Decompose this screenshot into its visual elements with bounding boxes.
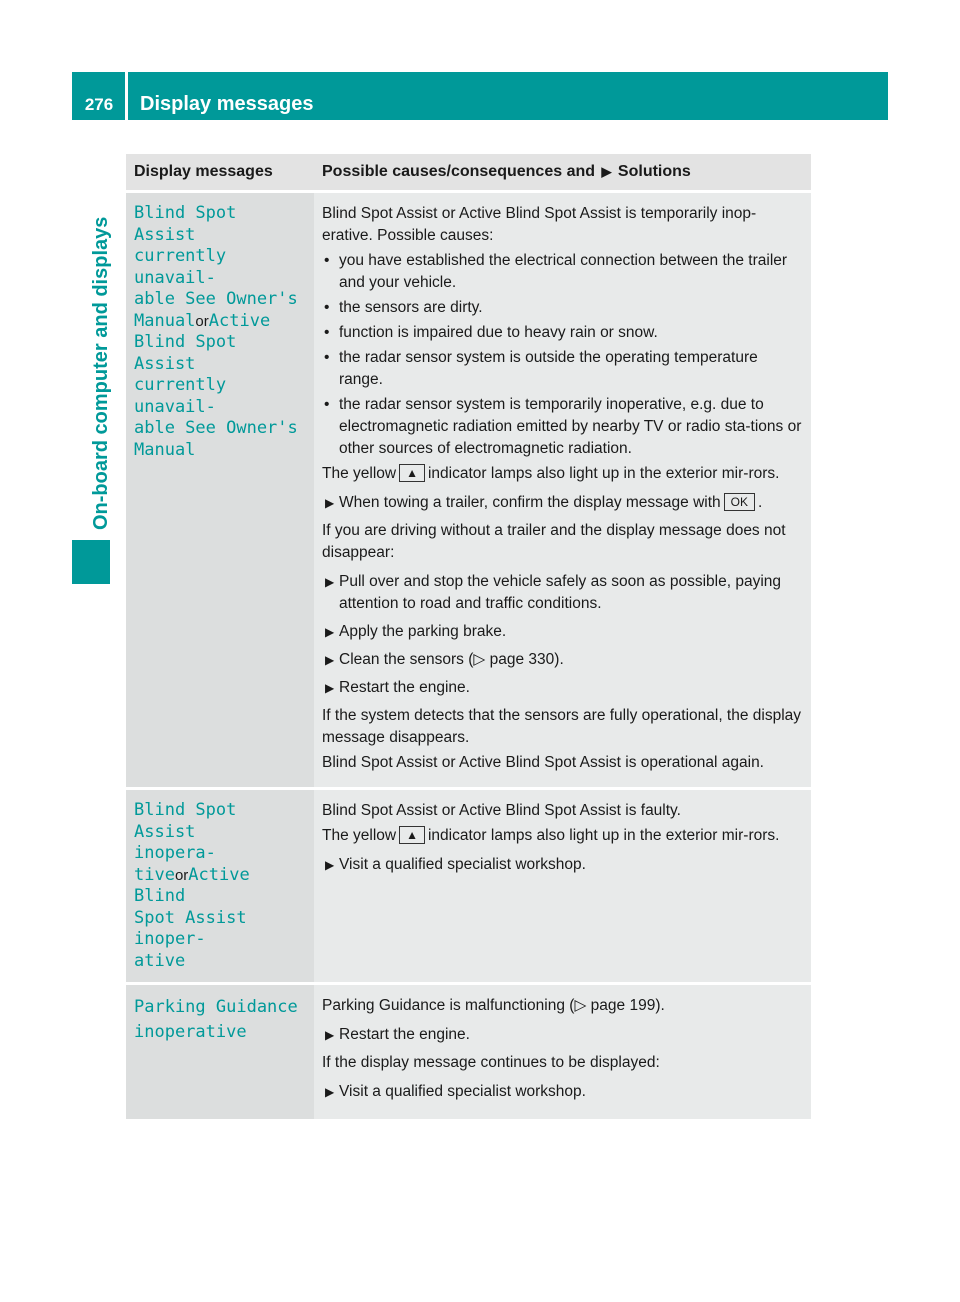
action-arrow-icon: ▶ [325,625,335,639]
display-message-text [134,995,306,1045]
message-line [134,311,306,333]
action-text: Visit a qualified specialist workshop. [339,856,586,873]
message-line [134,865,306,908]
action-text: Visit a qualified specialist workshop. [339,1083,586,1100]
bullet-icon: • [324,252,330,269]
column-header-causes-solutions [314,154,811,190]
detect-note: If the system detects that the sensors are fully operational, the display message disappears. [322,707,802,746]
action-arrow-icon: ▶ [325,575,335,589]
bullet-icon: • [324,349,330,366]
message-line: Spot Assist inoper- [134,907,247,949]
bullet-text: the radar sensor system is temporarily inoperative, e.g. due to electromagnetic radiation emitted by nearby TV or radio sta-tions or other sources of electromagnetic radiation. [339,396,802,457]
warning-lamp-icon: ▲ [399,826,425,844]
cause-intro: Blind Spot Assist or Active Blind Spot Assist is temporarily inop-erative. Possible causes: [322,205,757,244]
message-fragment: Manual [134,310,196,331]
message-line: able See Owner's [134,418,298,438]
action-text: When towing a trailer, confirm the display message with [339,494,721,511]
message-line: inopera- [134,843,216,863]
malfunction-note [322,995,803,1017]
action-arrow-icon: ▶ [325,1028,335,1042]
message-cell [126,193,314,787]
message-cell [126,985,314,1119]
page-ref-icon: ▷ [473,651,486,668]
message-line: Manual [134,439,196,460]
message-line: Blind Spot Assist [134,800,237,842]
table-row [126,790,811,982]
yellow-lamp-note [322,463,803,485]
ok-key-icon: OK [724,493,755,511]
action-step [322,1081,803,1103]
action-arrow-icon: ▶ [325,681,335,695]
operational-note: Blind Spot Assist or Active Blind Spot Assist is operational again. [322,754,764,771]
message-line: Parking Guidance [134,997,298,1017]
message-line: currently unavail- [134,375,227,417]
continues-note: If the display message continues to be displayed: [322,1054,660,1071]
side-section-label: On-board computer and displays [90,216,112,530]
column-header-display-messages: Display messages [126,154,314,190]
or-connector: or [195,312,209,330]
action-step [322,677,803,699]
page-reference: page 330). [489,651,564,668]
cause-bullet [322,297,803,319]
solution-cell [314,985,811,1119]
column-header-causes-text: Possible causes/consequences and [322,163,596,180]
bullet-text: the radar sensor system is outside the operating temperature range. [339,349,758,388]
solution-cell [314,193,811,787]
action-text: Clean the sensors ( [339,651,474,668]
action-step [322,571,803,615]
action-arrow-icon: ▶ [601,164,612,179]
message-fragment: tive [134,864,175,885]
page-ref-icon: ▷ [574,997,587,1014]
display-messages-table [126,151,811,1122]
bullet-icon: • [324,324,330,341]
bullet-text: function is impaired due to heavy rain or snow. [339,324,658,341]
yellow-lamp-post: indicator lamps also light up in the exterior mir-rors. [427,827,780,844]
table-row [126,985,811,1119]
action-arrow-icon: ▶ [325,1085,335,1099]
side-tab-marker [72,540,110,584]
bullet-icon: • [324,299,330,316]
warning-lamp-icon: ▲ [399,464,425,482]
message-line: Blind Spot Assist [134,203,237,245]
message-line: inoperative [134,1022,247,1042]
action-text: Pull over and stop the vehicle safely as soon as possible, paying attention to road and traffic conditions. [339,573,782,612]
action-arrow-icon: ▶ [325,653,335,667]
message-fragment: Active [208,310,271,331]
cause-bullet [322,322,803,344]
page-reference: page 199). [590,997,665,1014]
action-step [322,854,803,876]
page-number: 276 [84,95,114,114]
action-text: Apply the parking brake. [339,623,507,640]
action-step [322,649,803,671]
column-header-solutions-text: Solutions [617,163,691,180]
header-divider [125,72,128,120]
yellow-lamp-note [322,825,803,847]
malfunction-text: Parking Guidance is malfunctioning ( [322,997,575,1014]
yellow-lamp-pre: The yellow [322,827,397,844]
bullet-text: the sensors are dirty. [339,299,483,316]
faulty-note: Blind Spot Assist or Active Blind Spot Assist is faulty. [322,802,681,819]
message-line: able See Owner's [134,289,298,309]
action-arrow-icon: ▶ [325,858,335,872]
action-step [322,621,803,643]
solution-cell [314,790,811,982]
cause-bullet [322,347,803,391]
or-connector: or [174,866,189,884]
display-message-text [134,203,306,461]
cause-bullet [322,250,803,294]
table-header-row [126,154,811,190]
action-step: ▶ When towing a trailer, confirm the display message with OK . [322,492,803,514]
action-text: Restart the engine. [339,1026,470,1043]
cause-bullet [322,394,803,460]
no-trailer-note: If you are driving without a trailer and the display message does not disappear: [322,522,786,561]
action-arrow-icon: ▶ [325,496,335,510]
message-fragment: Active Blind [134,864,250,906]
action-text: Restart the engine. [339,679,470,696]
message-line: ative [134,950,186,971]
message-line: currently unavail- [134,246,227,288]
action-step [322,1024,803,1046]
message-line: Blind Spot Assist [134,332,237,374]
bullet-icon: • [324,396,330,413]
table-row [126,193,811,787]
yellow-lamp-pre: The yellow [322,465,397,482]
page-title: Display messages [140,93,314,115]
bullet-text: you have established the electrical connection between the trailer and your vehicle. [339,252,788,291]
display-message-text [134,800,306,972]
message-cell [126,790,314,982]
yellow-lamp-post: indicator lamps also light up in the exterior mir-rors. [427,465,780,482]
